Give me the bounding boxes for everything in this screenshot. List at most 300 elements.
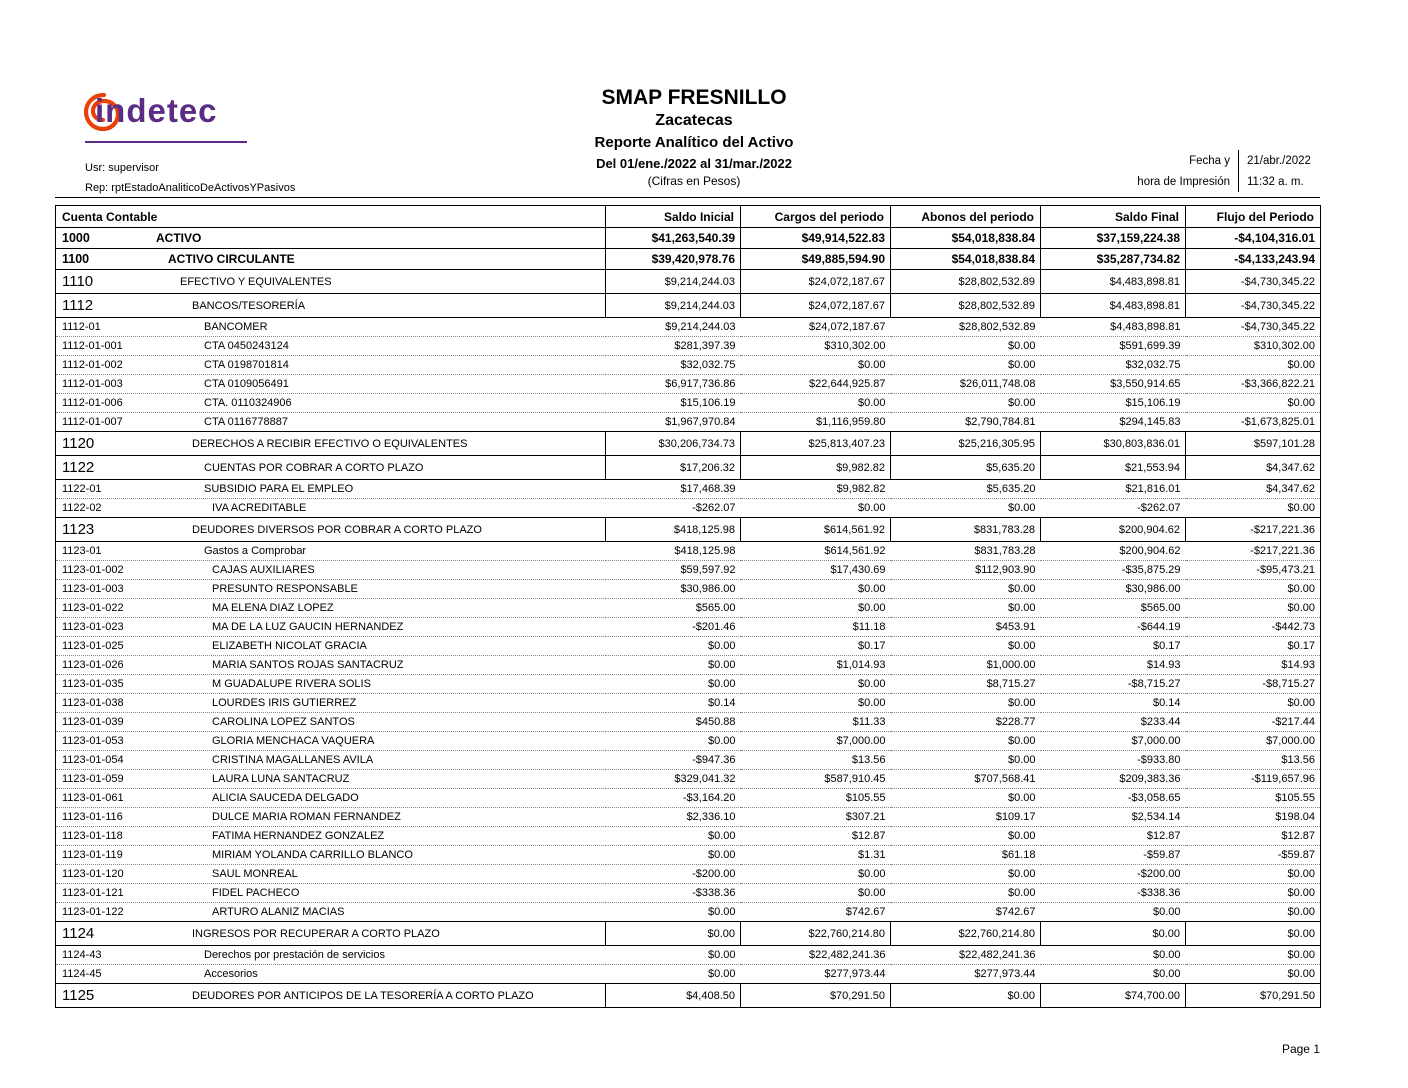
- amount-cell: $109.17: [891, 808, 1041, 827]
- account-code: 1123-01-022: [62, 602, 124, 614]
- amount-cell: -$338.36: [1041, 884, 1186, 903]
- table-row: [56, 903, 1321, 922]
- account-code: 1123-01-121: [62, 887, 124, 899]
- account-cell: [56, 294, 606, 318]
- amount-cell: $4,483,898.81: [1041, 294, 1186, 318]
- amount-cell: -$8,715.27: [1186, 675, 1321, 694]
- amount-cell: -$4,730,345.22: [1186, 318, 1321, 337]
- amount-cell: $7,000.00: [1041, 732, 1186, 751]
- header-divider: [55, 197, 1320, 198]
- amount-cell: $28,802,532.89: [891, 318, 1041, 337]
- amount-cell: $453.91: [891, 618, 1041, 637]
- amount-cell: $294,145.83: [1041, 413, 1186, 432]
- account-name: CTA 0116778887: [204, 416, 288, 428]
- account-cell: [56, 884, 606, 903]
- account-code: 1112-01-003: [62, 378, 123, 390]
- table-row: [56, 228, 1321, 249]
- amount-cell: $0.00: [891, 884, 1041, 903]
- column-header-flujo: Flujo del Periodo: [1186, 206, 1321, 228]
- amount-cell: $49,885,594.90: [741, 249, 891, 270]
- table-row: [56, 356, 1321, 375]
- column-header-cuenta-contable: Cuenta Contable: [56, 206, 606, 228]
- amount-cell: $0.00: [891, 356, 1041, 375]
- amount-cell: $5,635.20: [891, 456, 1041, 480]
- account-name: MIRIAM YOLANDA CARRILLO BLANCO: [212, 849, 413, 861]
- table-row: [56, 732, 1321, 751]
- amount-cell: $4,483,898.81: [1041, 318, 1186, 337]
- account-cell: [56, 561, 606, 580]
- amount-cell: $742.67: [891, 903, 1041, 922]
- print-date-label: Fecha y: [1189, 154, 1230, 167]
- report-titles: [454, 86, 934, 188]
- amount-cell: $0.00: [1041, 965, 1186, 984]
- amount-cell: $14.93: [1041, 656, 1186, 675]
- print-time-value: 11:32 a. m.: [1238, 171, 1322, 192]
- table-row: [56, 413, 1321, 432]
- table-row: [56, 675, 1321, 694]
- amount-cell: -$947.36: [606, 751, 741, 770]
- account-cell: [56, 432, 606, 456]
- amount-cell: $277,973.44: [741, 965, 891, 984]
- amount-cell: -$4,730,345.22: [1186, 294, 1321, 318]
- amount-cell: $0.00: [891, 337, 1041, 356]
- amount-cell: $0.00: [1186, 946, 1321, 965]
- table-row: [56, 561, 1321, 580]
- table-row: [56, 637, 1321, 656]
- amount-cell: -$217.44: [1186, 713, 1321, 732]
- account-cell: [56, 599, 606, 618]
- user-label: Usr: supervisor: [85, 162, 159, 174]
- table-row: [56, 751, 1321, 770]
- amount-cell: $24,072,187.67: [741, 270, 891, 294]
- table-row: [56, 884, 1321, 903]
- table-row: [56, 865, 1321, 884]
- account-name: GLORIA MENCHACA VAQUERA: [212, 735, 375, 747]
- account-code: 1112-01-001: [62, 340, 123, 352]
- account-cell: [56, 413, 606, 432]
- amount-cell: $4,408.50: [606, 984, 741, 1008]
- table-row: [56, 808, 1321, 827]
- amount-cell: $9,214,244.03: [606, 270, 741, 294]
- account-name: CTA. 0110324906: [204, 397, 292, 409]
- amount-cell: $0.00: [1041, 946, 1186, 965]
- account-name: ALICIA SAUCEDA DELGADO: [212, 792, 359, 804]
- account-name: ARTURO ALANIZ MACIAS: [212, 906, 345, 918]
- account-name: LOURDES IRIS GUTIERREZ: [212, 697, 357, 709]
- account-name: EFECTIVO Y EQUIVALENTES: [180, 275, 332, 288]
- amount-cell: $0.17: [1041, 637, 1186, 656]
- amount-cell: $39,420,978.76: [606, 249, 741, 270]
- account-cell: [56, 965, 606, 984]
- amount-cell: -$200.00: [1041, 865, 1186, 884]
- amount-cell: -$644.19: [1041, 618, 1186, 637]
- amount-cell: $0.00: [891, 732, 1041, 751]
- account-cell: [56, 456, 606, 480]
- amount-cell: $591,699.39: [1041, 337, 1186, 356]
- amount-cell: $0.00: [606, 637, 741, 656]
- account-name: CAJAS AUXILIARES: [212, 564, 315, 576]
- account-code: 1123: [62, 521, 95, 538]
- account-cell: [56, 618, 606, 637]
- amount-cell: $0.00: [606, 903, 741, 922]
- account-name: SAUL MONREAL: [212, 868, 298, 880]
- amount-cell: $0.00: [891, 637, 1041, 656]
- amount-cell: $0.00: [1186, 865, 1321, 884]
- account-code: 1123-01: [62, 545, 102, 557]
- amount-cell: $0.00: [741, 884, 891, 903]
- report-id-label: Rep: rptEstadoAnaliticoDeActivosYPasivos: [85, 182, 296, 194]
- account-code: 1100: [62, 252, 90, 266]
- report-title: Reporte Analítico del Activo: [594, 134, 794, 151]
- account-code: 1122-02: [62, 502, 102, 514]
- amount-cell: $0.00: [1186, 922, 1321, 946]
- table-row: [56, 337, 1321, 356]
- table-row: [56, 713, 1321, 732]
- amount-cell: $0.00: [1186, 903, 1321, 922]
- account-code: 1123-01-061: [62, 792, 124, 804]
- account-cell: [56, 480, 606, 499]
- table-row: [56, 984, 1321, 1008]
- amount-cell: $37,159,224.38: [1041, 228, 1186, 249]
- table-row: [56, 580, 1321, 599]
- amount-cell: $32,032.75: [606, 356, 741, 375]
- amount-cell: $70,291.50: [1186, 984, 1321, 1008]
- table-row: [56, 846, 1321, 865]
- amount-cell: $0.00: [1186, 965, 1321, 984]
- amount-cell: $0.00: [891, 599, 1041, 618]
- amount-cell: -$217,221.36: [1186, 542, 1321, 561]
- account-code: 1112-01-006: [62, 397, 123, 409]
- amount-cell: $565.00: [1041, 599, 1186, 618]
- table-row: [56, 294, 1321, 318]
- account-code: 1123-01-038: [62, 697, 124, 709]
- amount-cell: $0.00: [606, 846, 741, 865]
- print-date-row: [1137, 150, 1322, 171]
- table-row: [56, 542, 1321, 561]
- amount-cell: -$3,366,822.21: [1186, 375, 1321, 394]
- account-code: 1123-01-120: [62, 868, 124, 880]
- amount-cell: -$262.07: [606, 499, 741, 518]
- account-code: 1123-01-119: [62, 849, 123, 861]
- account-name: ACTIVO CIRCULANTE: [168, 252, 295, 266]
- amount-cell: $7,000.00: [1186, 732, 1321, 751]
- amount-cell: $200,904.62: [1041, 518, 1186, 542]
- amount-cell: $30,986.00: [1041, 580, 1186, 599]
- amount-cell: $17,430.69: [741, 561, 891, 580]
- account-code: 1112-01-007: [62, 416, 123, 428]
- amount-cell: $0.00: [606, 827, 741, 846]
- entity-title: SMAP FRESNILLO: [601, 86, 787, 109]
- table-row: [56, 656, 1321, 675]
- amount-cell: $200,904.62: [1041, 542, 1186, 561]
- amount-cell: $15,106.19: [606, 394, 741, 413]
- amount-cell: $30,206,734.73: [606, 432, 741, 456]
- table-row: [56, 922, 1321, 946]
- account-name: ELIZABETH NICOLAT GRACIA: [212, 640, 367, 652]
- amount-cell: $0.17: [741, 637, 891, 656]
- amount-cell: $0.00: [891, 827, 1041, 846]
- account-code: 1000: [62, 231, 90, 245]
- table-row: [56, 270, 1321, 294]
- account-code: 1112-01: [62, 321, 101, 333]
- print-date-value: 21/abr./2022: [1238, 150, 1322, 171]
- account-code: 1120: [62, 435, 95, 452]
- amount-cell: $49,914,522.83: [741, 228, 891, 249]
- currency-note: (Cifras en Pesos): [647, 174, 741, 188]
- account-code: 1123-01-025: [62, 640, 124, 652]
- amount-cell: $25,216,305.95: [891, 432, 1041, 456]
- amount-cell: $277,973.44: [891, 965, 1041, 984]
- amount-cell: $0.00: [741, 356, 891, 375]
- account-code: 1123-01-023: [62, 621, 124, 633]
- amount-cell: $11.33: [741, 713, 891, 732]
- amount-cell: $0.00: [891, 789, 1041, 808]
- report-table: [55, 205, 1321, 1008]
- amount-cell: $4,347.62: [1186, 480, 1321, 499]
- amount-cell: $0.00: [606, 732, 741, 751]
- amount-cell: $0.00: [1041, 922, 1186, 946]
- account-cell: [56, 903, 606, 922]
- amount-cell: $8,715.27: [891, 675, 1041, 694]
- amount-cell: $209,383.36: [1041, 770, 1186, 789]
- amount-cell: $597,101.28: [1186, 432, 1321, 456]
- amount-cell: $105.55: [741, 789, 891, 808]
- amount-cell: -$4,730,345.22: [1186, 270, 1321, 294]
- account-code: 1123-01-122: [62, 906, 124, 918]
- account-cell: [56, 865, 606, 884]
- amount-cell: $329,041.32: [606, 770, 741, 789]
- amount-cell: $22,644,925.87: [741, 375, 891, 394]
- account-name: MA DE LA LUZ GAUCIN HERNANDEZ: [212, 621, 404, 633]
- amount-cell: $28,802,532.89: [891, 294, 1041, 318]
- account-name: DULCE MARIA ROMAN FERNANDEZ: [212, 811, 401, 823]
- page-number: Page 1: [1281, 1042, 1320, 1056]
- account-name: DERECHOS A RECIBIR EFECTIVO O EQUIVALENTES: [192, 437, 468, 450]
- amount-cell: $1,014.93: [741, 656, 891, 675]
- amount-cell: $0.00: [606, 656, 741, 675]
- amount-cell: $21,553.94: [1041, 456, 1186, 480]
- table-row: [56, 480, 1321, 499]
- amount-cell: -$3,164.20: [606, 789, 741, 808]
- account-name: DEUDORES DIVERSOS POR COBRAR A CORTO PLAZO: [192, 523, 482, 536]
- account-name: CTA 0198701814: [204, 359, 289, 371]
- account-name: INGRESOS POR RECUPERAR A CORTO PLAZO: [192, 927, 440, 940]
- amount-cell: $0.14: [1041, 694, 1186, 713]
- account-code: 1123-01-026: [62, 659, 124, 671]
- logo-text: indetec: [95, 92, 218, 129]
- amount-cell: $30,986.00: [606, 580, 741, 599]
- print-time-row: [1137, 171, 1322, 192]
- amount-cell: $565.00: [606, 599, 741, 618]
- account-name: BANCOMER: [204, 321, 268, 333]
- amount-cell: $24,072,187.67: [741, 318, 891, 337]
- account-code: 1125: [62, 987, 95, 1004]
- account-code: 1112-01-002: [62, 359, 123, 371]
- amount-cell: $22,482,241.36: [741, 946, 891, 965]
- account-name: FATIMA HERNANDEZ GONZALEZ: [212, 830, 385, 842]
- account-name: CTA 0109056491: [204, 378, 289, 390]
- amount-cell: $233.44: [1041, 713, 1186, 732]
- account-name: PRESUNTO RESPONSABLE: [212, 583, 358, 595]
- table-row: [56, 599, 1321, 618]
- account-cell: [56, 713, 606, 732]
- amount-cell: $1.31: [741, 846, 891, 865]
- amount-cell: $614,561.92: [741, 542, 891, 561]
- amount-cell: $25,813,407.23: [741, 432, 891, 456]
- amount-cell: $15,106.19: [1041, 394, 1186, 413]
- amount-cell: $2,534.14: [1041, 808, 1186, 827]
- amount-cell: -$933.80: [1041, 751, 1186, 770]
- amount-cell: -$4,133,243.94: [1186, 249, 1321, 270]
- amount-cell: $198.04: [1186, 808, 1321, 827]
- table-row: [56, 827, 1321, 846]
- amount-cell: $0.00: [891, 499, 1041, 518]
- amount-cell: $0.00: [1186, 580, 1321, 599]
- amount-cell: $0.00: [891, 694, 1041, 713]
- amount-cell: $0.14: [606, 694, 741, 713]
- amount-cell: $3,550,914.65: [1041, 375, 1186, 394]
- account-cell: [56, 542, 606, 561]
- account-name: CUENTAS POR COBRAR A CORTO PLAZO: [204, 461, 424, 474]
- amount-cell: -$59.87: [1041, 846, 1186, 865]
- amount-cell: $307.21: [741, 808, 891, 827]
- amount-cell: -$262.07: [1041, 499, 1186, 518]
- table-row: [56, 965, 1321, 984]
- amount-cell: $2,336.10: [606, 808, 741, 827]
- amount-cell: $831,783.28: [891, 542, 1041, 561]
- amount-cell: $0.00: [606, 946, 741, 965]
- account-cell: [56, 732, 606, 751]
- amount-cell: $70,291.50: [741, 984, 891, 1008]
- amount-cell: $0.00: [891, 984, 1041, 1008]
- table-row: [56, 789, 1321, 808]
- account-cell: [56, 249, 606, 270]
- table-row: [56, 946, 1321, 965]
- amount-cell: $22,760,214.80: [741, 922, 891, 946]
- amount-cell: $281,397.39: [606, 337, 741, 356]
- account-cell: [56, 499, 606, 518]
- table-row: [56, 770, 1321, 789]
- account-name: MA ELENA DIAZ LOPEZ: [212, 602, 334, 614]
- amount-cell: $112,903.90: [891, 561, 1041, 580]
- account-cell: [56, 984, 606, 1008]
- amount-cell: $0.00: [891, 865, 1041, 884]
- amount-cell: -$4,104,316.01: [1186, 228, 1321, 249]
- amount-cell: $26,011,748.08: [891, 375, 1041, 394]
- amount-cell: $105.55: [1186, 789, 1321, 808]
- table-row: [56, 518, 1321, 542]
- amount-cell: $61.18: [891, 846, 1041, 865]
- account-cell: [56, 228, 606, 249]
- account-name: DEUDORES POR ANTICIPOS DE LA TESORERÍA A CORTO PLAZO: [192, 989, 534, 1002]
- account-name: M GUADALUPE RIVERA SOLIS: [212, 678, 371, 690]
- amount-cell: $0.00: [741, 675, 891, 694]
- amount-cell: $0.00: [741, 499, 891, 518]
- amount-cell: $9,214,244.03: [606, 318, 741, 337]
- amount-cell: $9,214,244.03: [606, 294, 741, 318]
- account-name: MARIA SANTOS ROJAS SANTACRUZ: [212, 659, 404, 671]
- account-name: CTA 0450243124: [204, 340, 289, 352]
- account-cell: [56, 694, 606, 713]
- amount-cell: $831,783.28: [891, 518, 1041, 542]
- account-code: 1123-01-002: [62, 564, 124, 576]
- account-cell: [56, 770, 606, 789]
- account-cell: [56, 337, 606, 356]
- account-code: 1123-01-054: [62, 754, 124, 766]
- table-row: [56, 456, 1321, 480]
- amount-cell: $59,597.92: [606, 561, 741, 580]
- amount-cell: -$59.87: [1186, 846, 1321, 865]
- amount-cell: $310,302.00: [741, 337, 891, 356]
- column-header-cargos: Cargos del periodo: [741, 206, 891, 228]
- account-cell: [56, 637, 606, 656]
- account-cell: [56, 946, 606, 965]
- amount-cell: $0.17: [1186, 637, 1321, 656]
- account-code: 1110: [62, 273, 94, 290]
- amount-cell: $0.00: [1186, 499, 1321, 518]
- account-name: BANCOS/TESORERÍA: [192, 299, 306, 312]
- table-row: [56, 249, 1321, 270]
- amount-cell: $54,018,838.84: [891, 228, 1041, 249]
- amount-cell: $0.00: [1186, 884, 1321, 903]
- account-cell: [56, 375, 606, 394]
- account-code: 1123-01-003: [62, 583, 124, 595]
- amount-cell: $14.93: [1186, 656, 1321, 675]
- amount-cell: $0.00: [1186, 394, 1321, 413]
- account-code: 1123-01-059: [62, 773, 124, 785]
- amount-cell: $0.00: [741, 394, 891, 413]
- amount-cell: $310,302.00: [1186, 337, 1321, 356]
- amount-cell: $17,468.39: [606, 480, 741, 499]
- amount-cell: $13.56: [1186, 751, 1321, 770]
- amount-cell: $4,483,898.81: [1041, 270, 1186, 294]
- amount-cell: $2,790,784.81: [891, 413, 1041, 432]
- amount-cell: -$217,221.36: [1186, 518, 1321, 542]
- account-code: 1124-43: [62, 949, 102, 961]
- amount-cell: $22,760,214.80: [891, 922, 1041, 946]
- table-row: [56, 394, 1321, 413]
- amount-cell: $418,125.98: [606, 542, 741, 561]
- state-title: Zacatecas: [655, 112, 733, 129]
- amount-cell: -$8,715.27: [1041, 675, 1186, 694]
- account-name: Derechos por prestación de servicios: [204, 949, 385, 961]
- amount-cell: $0.00: [606, 965, 741, 984]
- amount-cell: $7,000.00: [741, 732, 891, 751]
- amount-cell: $24,072,187.67: [741, 294, 891, 318]
- amount-cell: $1,967,970.84: [606, 413, 741, 432]
- amount-cell: -$35,875.29: [1041, 561, 1186, 580]
- amount-cell: $12.87: [741, 827, 891, 846]
- amount-cell: $28,802,532.89: [891, 270, 1041, 294]
- account-name: IVA ACREDITABLE: [212, 502, 307, 514]
- account-cell: [56, 922, 606, 946]
- amount-cell: $587,910.45: [741, 770, 891, 789]
- amount-cell: $0.00: [1186, 599, 1321, 618]
- amount-cell: -$95,473.21: [1186, 561, 1321, 580]
- amount-cell: $0.00: [1186, 356, 1321, 375]
- amount-cell: $450.88: [606, 713, 741, 732]
- amount-cell: $0.00: [741, 599, 891, 618]
- amount-cell: $11.18: [741, 618, 891, 637]
- amount-cell: $9,982.82: [741, 480, 891, 499]
- account-cell: [56, 675, 606, 694]
- table-row: [56, 432, 1321, 456]
- amount-cell: -$442.73: [1186, 618, 1321, 637]
- amount-cell: $0.00: [1186, 694, 1321, 713]
- indetec-logo: [85, 90, 265, 138]
- account-name: SUBSIDIO PARA EL EMPLEO: [204, 483, 354, 495]
- amount-cell: $21,816.01: [1041, 480, 1186, 499]
